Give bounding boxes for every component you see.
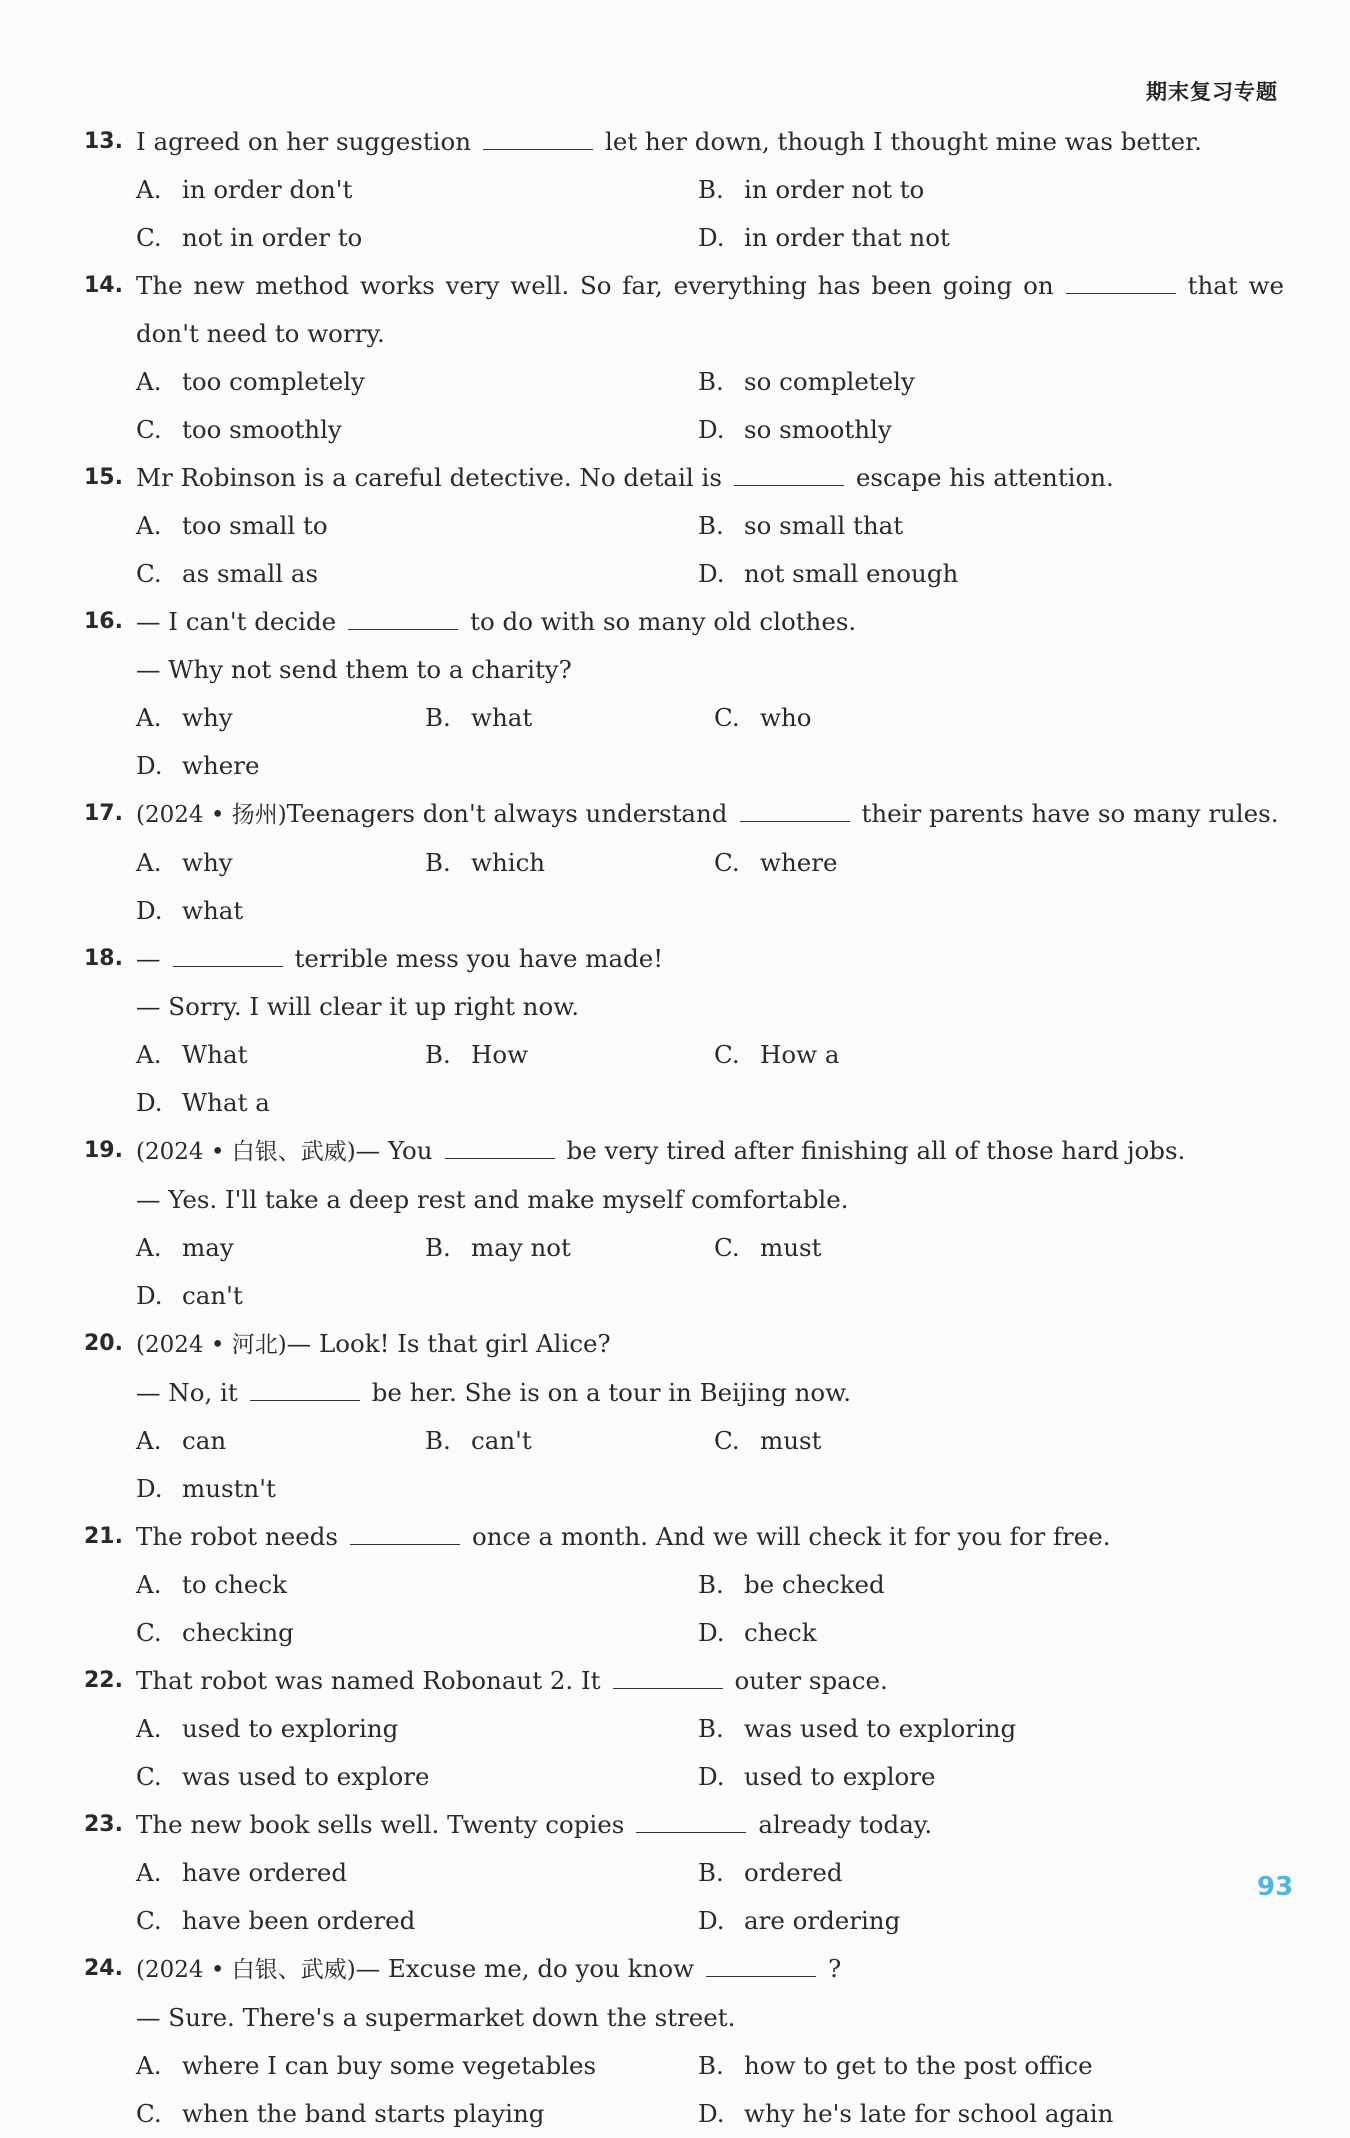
option-item: [714, 1417, 1003, 1465]
stem-text-after: ?: [828, 1954, 842, 1983]
question-source: (2024 • 扬州): [136, 802, 287, 828]
option-item: [136, 1897, 698, 1945]
option-letter: D.: [698, 1762, 725, 1791]
question-stem-line: [84, 1369, 1284, 1417]
stem-text-before: That robot was named Robonaut 2. It: [136, 1666, 601, 1695]
option-item: [698, 1609, 1260, 1657]
option-letter: C.: [714, 703, 740, 732]
option-letter: A.: [136, 1858, 162, 1887]
question-stem-line: [84, 310, 1284, 358]
option-text: have been ordered: [182, 1906, 416, 1935]
stem-text-before: — Sure. There's a supermarket down the street.: [136, 2003, 736, 2032]
option-letter: A.: [136, 367, 162, 396]
option-group: [84, 1705, 1284, 1801]
option-letter: B.: [425, 703, 451, 732]
option-letter: B.: [698, 367, 724, 396]
option-item: [714, 1224, 1003, 1272]
option-item: [698, 1849, 1260, 1897]
question-text: [287, 1329, 611, 1358]
stem-text-after: be her. She is on a tour in Beijing now.: [371, 1378, 852, 1407]
option-text: may not: [471, 1233, 571, 1262]
stem-text-before: — You: [355, 1136, 433, 1165]
stem-text-after: their parents have so many rules.: [861, 799, 1279, 828]
question-item: [84, 790, 1284, 935]
question-item: [84, 1513, 1284, 1657]
option-item: [425, 1224, 714, 1272]
answer-blank: [445, 1157, 555, 1159]
question-item: [84, 1945, 1284, 2138]
option-item: [136, 406, 698, 454]
stem-text-after: be very tired after finishing all of those hard jobs.: [566, 1136, 1186, 1165]
question-stem-line: [84, 1945, 1284, 1994]
answer-blank: [740, 820, 850, 822]
question-number: 24.: [84, 1956, 123, 1981]
option-letter: B.: [425, 1040, 451, 1069]
option-item: [136, 1609, 698, 1657]
option-text: what: [182, 896, 244, 925]
stem-text-after: let her down, though I thought mine was better.: [605, 127, 1202, 156]
option-item: [136, 358, 698, 406]
option-letter: D.: [136, 1474, 163, 1503]
question-text: [136, 1810, 932, 1839]
stem-text-after: outer space.: [734, 1666, 888, 1695]
option-item: [698, 1753, 1260, 1801]
option-letter: C.: [136, 559, 162, 588]
option-text: where: [182, 751, 260, 780]
option-letter: C.: [714, 848, 740, 877]
option-group: [84, 358, 1284, 454]
question-number: 14.: [84, 273, 123, 298]
option-letter: B.: [425, 1426, 451, 1455]
option-text: in order don't: [182, 175, 353, 204]
question-stem-line: [84, 598, 1284, 646]
option-letter: C.: [136, 1762, 162, 1791]
question-text: [356, 1954, 842, 1983]
option-text: have ordered: [182, 1858, 348, 1887]
option-letter: D.: [698, 1618, 725, 1647]
option-letter: A.: [136, 1714, 162, 1743]
question-number: 20.: [84, 1331, 123, 1356]
option-letter: A.: [136, 175, 162, 204]
stem-text-after: already today.: [758, 1810, 933, 1839]
question-stem-line: [84, 790, 1284, 839]
page-number: 93: [1257, 1872, 1294, 1902]
option-item: [136, 694, 425, 742]
question-number: 21.: [84, 1524, 123, 1549]
option-letter: A.: [136, 703, 162, 732]
option-text: can't: [182, 1281, 243, 1310]
question-stem-line: [84, 646, 1284, 694]
stem-text-before: —: [136, 944, 161, 973]
question-source: (2024 • 白银、武威): [136, 1139, 356, 1165]
option-text: must: [760, 1233, 822, 1262]
stem-text-before: — No, it: [136, 1378, 238, 1407]
option-text: can: [182, 1426, 227, 1455]
option-letter: C.: [136, 223, 162, 252]
stem-text-before: The new method works very well. So far, everything has been going on: [136, 271, 1054, 300]
option-text: when the band starts playing: [182, 2099, 545, 2128]
answer-blank: [348, 628, 458, 630]
option-text: check: [744, 1618, 817, 1647]
option-text: was used to exploring: [744, 1714, 1017, 1743]
question-number: 18.: [84, 946, 123, 971]
option-item: [136, 1031, 425, 1079]
option-text: too small to: [182, 511, 328, 540]
option-item: [136, 1224, 425, 1272]
option-item: [136, 1417, 425, 1465]
option-letter: D.: [698, 223, 725, 252]
question-number: 22.: [84, 1668, 123, 1693]
option-item: [136, 214, 698, 262]
option-letter: B.: [425, 1233, 451, 1262]
question-number: 23.: [84, 1812, 123, 1837]
question-stem-line: [84, 1513, 1284, 1561]
option-text: must: [760, 1426, 822, 1455]
option-letter: B.: [698, 1570, 724, 1599]
option-group: [84, 2042, 1284, 2138]
question-stem-line: [84, 1801, 1284, 1849]
question-number: 16.: [84, 609, 123, 634]
option-letter: A.: [136, 2051, 162, 2080]
option-text: be checked: [744, 1570, 885, 1599]
option-item: [136, 887, 425, 935]
option-text: What: [182, 1040, 248, 1069]
option-letter: A.: [136, 1040, 162, 1069]
question-list: [84, 118, 1284, 2138]
option-text: as small as: [182, 559, 319, 588]
option-item: [136, 502, 698, 550]
question-number: 15.: [84, 465, 123, 490]
option-item: [698, 2090, 1260, 2138]
option-item: [136, 2042, 698, 2090]
stem-text-before: — I can't decide: [136, 607, 337, 636]
question-stem-line: [84, 1657, 1284, 1705]
stem-text-before: — Why not send them to a charity?: [136, 655, 572, 684]
question-item: [84, 1801, 1284, 1945]
option-item: [425, 839, 714, 887]
option-item: [698, 214, 1260, 262]
stem-text-before: Mr Robinson is a careful detective. No detail is: [136, 463, 722, 492]
option-item: [136, 1753, 698, 1801]
question-text: [356, 1136, 1186, 1165]
option-text: to check: [182, 1570, 287, 1599]
stem-text-after: to do with so many old clothes.: [470, 607, 857, 636]
question-text: [136, 944, 663, 973]
option-item: [136, 742, 425, 790]
option-letter: D.: [136, 1281, 163, 1310]
option-item: [698, 550, 1260, 598]
option-text: How a: [760, 1040, 840, 1069]
option-text: ordered: [744, 1858, 843, 1887]
option-item: [136, 1272, 425, 1320]
option-letter: C.: [136, 1618, 162, 1647]
question-item: [84, 118, 1284, 262]
question-text: [136, 463, 1114, 492]
option-item: [714, 839, 1003, 887]
question-item: [84, 1320, 1284, 1513]
option-letter: B.: [698, 1858, 724, 1887]
question-item: [84, 1657, 1284, 1801]
option-item: [136, 1849, 698, 1897]
question-item: [84, 1127, 1284, 1320]
question-text: [136, 655, 572, 684]
option-letter: C.: [714, 1233, 740, 1262]
option-item: [136, 1705, 698, 1753]
question-text: [136, 1666, 888, 1695]
option-text: checking: [182, 1618, 294, 1647]
answer-blank: [483, 148, 593, 150]
stem-text-before: Teenagers don't always understand: [286, 799, 728, 828]
option-text: so small that: [744, 511, 904, 540]
option-item: [136, 166, 698, 214]
option-text: How: [471, 1040, 529, 1069]
stem-text-after: once a month. And we will check it for you for free.: [471, 1522, 1111, 1551]
question-source: (2024 • 白银、武威): [136, 1957, 356, 1983]
option-group: [84, 694, 1284, 790]
option-item: [698, 406, 1260, 454]
option-item: [698, 358, 1260, 406]
option-letter: D.: [136, 751, 163, 780]
option-item: [698, 1705, 1260, 1753]
question-source: (2024 • 河北): [136, 1332, 287, 1358]
option-item: [714, 694, 1003, 742]
option-text: why he's late for school again: [744, 2099, 1114, 2128]
question-text: [136, 319, 385, 348]
option-letter: B.: [425, 848, 451, 877]
stem-text-after: escape his attention.: [855, 463, 1114, 492]
option-text: mustn't: [182, 1474, 276, 1503]
question-item: [84, 454, 1284, 598]
option-letter: D.: [136, 1088, 163, 1117]
option-letter: C.: [714, 1040, 740, 1069]
option-text: was used to explore: [182, 1762, 430, 1791]
option-text: in order not to: [744, 175, 925, 204]
option-text: can't: [471, 1426, 532, 1455]
question-text: [136, 992, 579, 1021]
question-text: [136, 1378, 851, 1407]
stem-text-before: The robot needs: [136, 1522, 338, 1551]
question-text: [136, 1522, 1111, 1551]
option-letter: B.: [698, 1714, 724, 1743]
answer-blank: [1066, 292, 1176, 294]
option-group: [84, 1031, 1284, 1127]
option-item: [698, 502, 1260, 550]
option-text: which: [471, 848, 546, 877]
question-text: [136, 1185, 849, 1214]
option-text: used to explore: [744, 1762, 936, 1791]
question-number: 13.: [84, 129, 123, 154]
option-letter: C.: [136, 1906, 162, 1935]
option-letter: A.: [136, 511, 162, 540]
option-text: may: [182, 1233, 234, 1262]
stem-text-before: — Excuse me, do you know: [355, 1954, 695, 1983]
option-group: [84, 1224, 1284, 1320]
option-text: not small enough: [744, 559, 959, 588]
stem-text-before: — Yes. I'll take a deep rest and make myself comfortable.: [136, 1185, 849, 1214]
option-letter: C.: [136, 415, 162, 444]
option-text: used to exploring: [182, 1714, 399, 1743]
option-letter: B.: [698, 2051, 724, 2080]
question-number: 19.: [84, 1138, 123, 1163]
option-letter: B.: [698, 511, 724, 540]
answer-blank: [636, 1831, 746, 1833]
option-text: how to get to the post office: [744, 2051, 1093, 2080]
option-text: too completely: [182, 367, 365, 396]
question-stem-line: [84, 262, 1284, 310]
option-letter: A.: [136, 1426, 162, 1455]
option-item: [698, 1897, 1260, 1945]
option-letter: D.: [698, 415, 725, 444]
option-item: [136, 550, 698, 598]
option-text: what: [471, 703, 533, 732]
stem-text-before: — Sorry. I will clear it up right now.: [136, 992, 580, 1021]
answer-blank: [173, 965, 283, 967]
question-item: [84, 935, 1284, 1127]
option-item: [136, 2090, 698, 2138]
option-letter: A.: [136, 1570, 162, 1599]
option-text: What a: [182, 1088, 270, 1117]
option-group: [84, 1417, 1284, 1513]
answer-blank: [350, 1543, 460, 1545]
option-letter: C.: [714, 1426, 740, 1455]
option-item: [136, 1561, 698, 1609]
stem-text-before: I agreed on her suggestion: [136, 127, 472, 156]
option-item: [425, 1031, 714, 1079]
question-text: [136, 607, 856, 636]
option-group: [84, 502, 1284, 598]
option-text: too smoothly: [182, 415, 342, 444]
stem-text-after: that we: [1187, 271, 1284, 300]
answer-blank: [613, 1687, 723, 1689]
option-letter: D.: [698, 559, 725, 588]
option-item: [136, 1079, 425, 1127]
option-letter: D.: [136, 896, 163, 925]
option-letter: B.: [698, 175, 724, 204]
option-item: [425, 694, 714, 742]
question-item: [84, 262, 1284, 454]
option-text: so completely: [744, 367, 915, 396]
question-number: 17.: [84, 801, 123, 826]
option-item: [136, 1465, 425, 1513]
question-item: [84, 598, 1284, 790]
option-text: not in order to: [182, 223, 363, 252]
option-letter: D.: [698, 2099, 725, 2128]
answer-blank: [250, 1399, 360, 1401]
option-text: who: [760, 703, 812, 732]
option-group: [84, 1849, 1284, 1945]
option-item: [136, 839, 425, 887]
stem-text-before: — Look! Is that girl Alice?: [286, 1329, 611, 1358]
stem-text-before: don't need to worry.: [136, 319, 385, 348]
option-letter: A.: [136, 848, 162, 877]
question-stem-line: [84, 1320, 1284, 1369]
option-text: why: [182, 703, 233, 732]
option-group: [84, 839, 1284, 935]
option-item: [425, 1417, 714, 1465]
option-group: [84, 166, 1284, 262]
question-stem-line: [84, 454, 1284, 502]
page-header: 期末复习专题: [1146, 80, 1278, 104]
option-text: so smoothly: [744, 415, 892, 444]
option-item: [698, 166, 1260, 214]
option-letter: D.: [698, 1906, 725, 1935]
question-stem-line: [84, 935, 1284, 983]
option-group: [84, 1561, 1284, 1657]
question-text: [287, 799, 1279, 828]
question-stem-line: [84, 1176, 1284, 1224]
option-text: where I can buy some vegetables: [182, 2051, 597, 2080]
question-text: [136, 2003, 735, 2032]
question-stem-line: [84, 1994, 1284, 2042]
question-stem-line: [84, 983, 1284, 1031]
option-text: are ordering: [744, 1906, 901, 1935]
option-item: [698, 2042, 1260, 2090]
option-item: [714, 1031, 1003, 1079]
stem-text-before: The new book sells well. Twenty copies: [136, 1810, 625, 1839]
question-text: [136, 127, 1202, 156]
question-stem-line: [84, 118, 1284, 166]
option-text: where: [760, 848, 838, 877]
option-text: why: [182, 848, 233, 877]
question-stem-line: [84, 1127, 1284, 1176]
answer-blank: [706, 1975, 816, 1977]
option-letter: C.: [136, 2099, 162, 2128]
stem-text-after: terrible mess you have made!: [294, 944, 664, 973]
question-text: [136, 262, 1284, 310]
option-item: [698, 1561, 1260, 1609]
option-letter: A.: [136, 1233, 162, 1262]
option-text: in order that not: [744, 223, 950, 252]
answer-blank: [734, 484, 844, 486]
